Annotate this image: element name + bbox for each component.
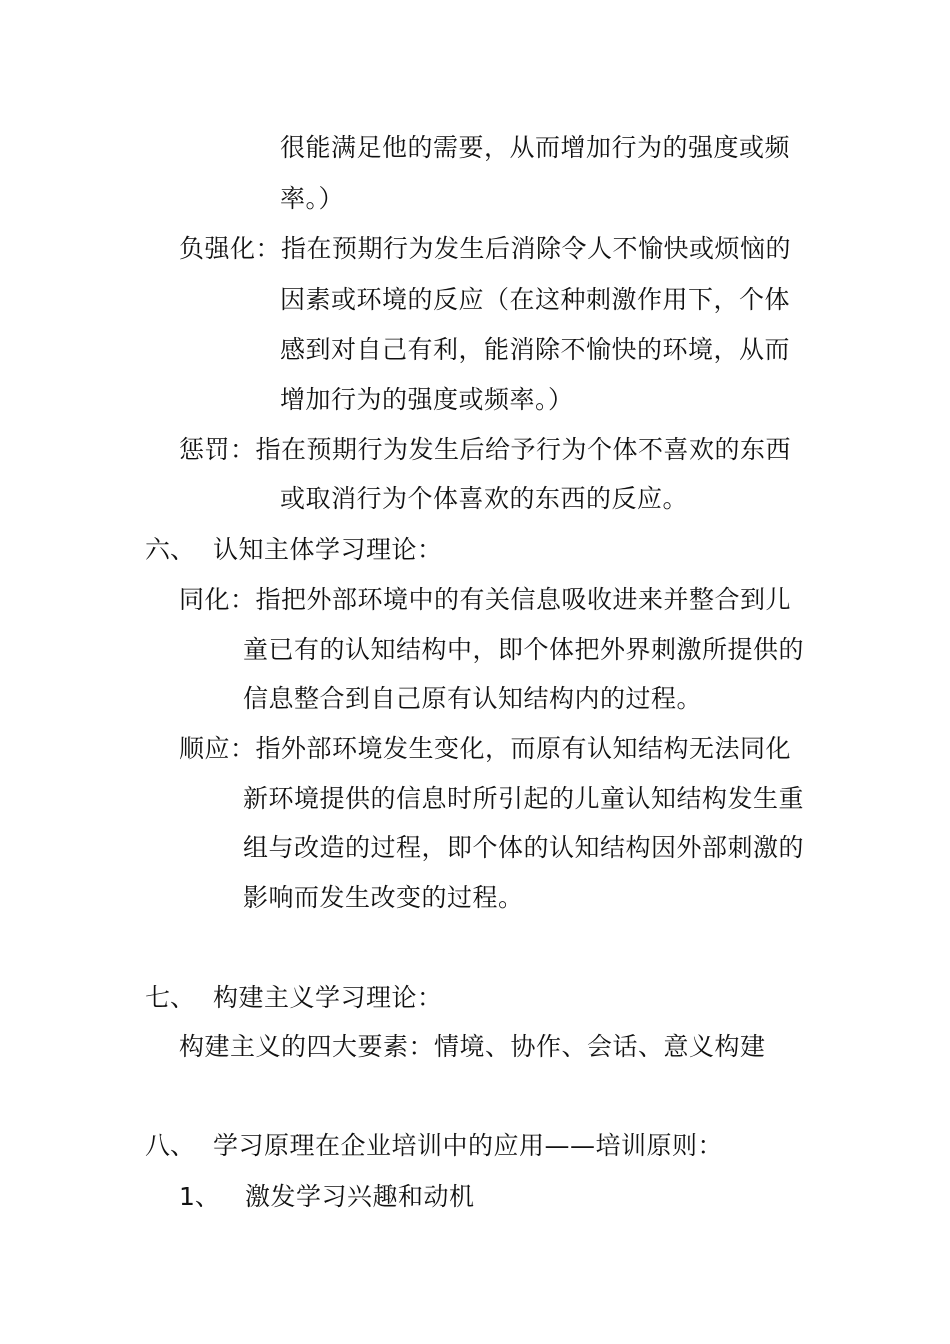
paragraph-line: 构建主义的四大要素：情境、协作、会话、意义构建 bbox=[179, 1032, 766, 1061]
paragraph-line: 很能满足他的需要，从而增加行为的强度或频 bbox=[280, 133, 791, 162]
paragraph-line: 感到对自己有利，能消除不愉快的环境，从而 bbox=[280, 335, 791, 364]
definition-accommodation: 顺应：指外部环境发生变化，而原有认知结构无法同化 bbox=[179, 734, 792, 763]
paragraph-line: 新环境提供的信息时所引起的儿童认知结构发生重 bbox=[243, 784, 805, 813]
paragraph-line: 因素或环境的反应（在这种刺激作用下，个体 bbox=[280, 285, 791, 314]
definition-negative-reinforcement: 负强化：指在预期行为发生后消除令人不愉快或烦恼的 bbox=[179, 234, 792, 263]
paragraph-line: 率。） bbox=[280, 184, 345, 213]
section-number: 七、 bbox=[145, 983, 196, 1012]
section-heading: 认知主体学习理论： bbox=[213, 535, 443, 564]
definition-assimilation: 同化：指把外部环境中的有关信息吸收进来并整合到儿 bbox=[179, 585, 792, 614]
list-item-text: 激发学习兴趣和动机 bbox=[245, 1182, 475, 1211]
definition-punishment: 惩罚：指在预期行为发生后给予行为个体不喜欢的东西 bbox=[179, 435, 792, 464]
paragraph-line: 童已有的认知结构中，即个体把外界刺激所提供的 bbox=[243, 635, 805, 664]
section-number: 六、 bbox=[145, 535, 196, 564]
section-heading: 学习原理在企业培训中的应用——培训原则： bbox=[213, 1131, 724, 1160]
list-item-number: 1、 bbox=[179, 1182, 220, 1211]
paragraph-line: 或取消行为个体喜欢的东西的反应。 bbox=[280, 484, 689, 513]
section-heading: 构建主义学习理论： bbox=[213, 983, 443, 1012]
paragraph-line: 信息整合到自己原有认知结构内的过程。 bbox=[243, 684, 703, 713]
paragraph-line: 影响而发生改变的过程。 bbox=[243, 883, 524, 912]
section-number: 八、 bbox=[145, 1131, 196, 1160]
paragraph-line: 增加行为的强度或频率。） bbox=[280, 385, 574, 414]
paragraph-line: 组与改造的过程，即个体的认知结构因外部刺激的 bbox=[243, 833, 805, 862]
